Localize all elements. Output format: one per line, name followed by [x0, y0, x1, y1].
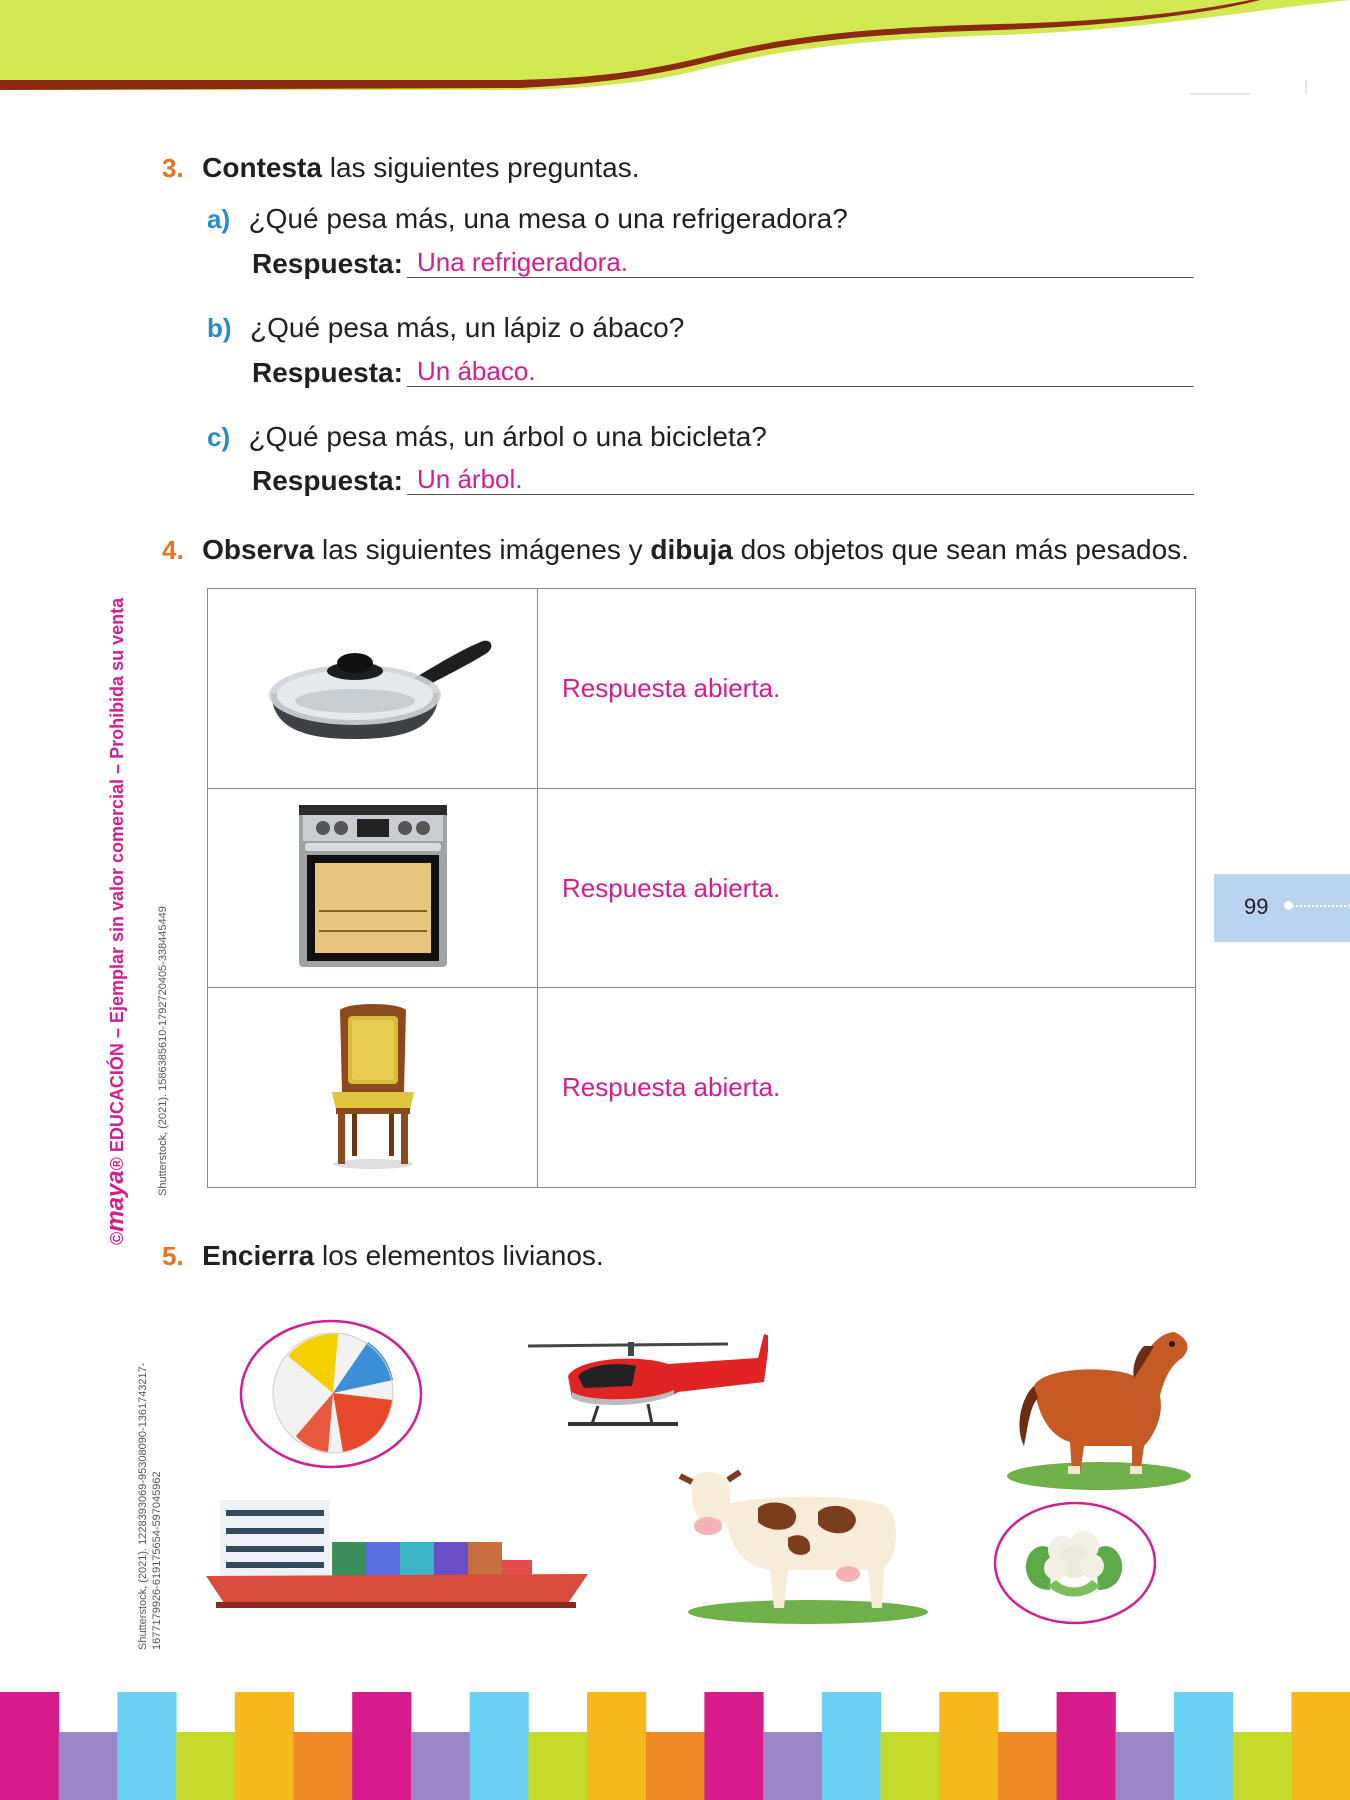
- item-cauliflower[interactable]: [992, 1500, 1158, 1626]
- answer-line[interactable]: [407, 247, 1194, 278]
- stripe: [998, 1732, 1057, 1800]
- stripe: [176, 1732, 235, 1800]
- beach-ball-icon: [268, 1328, 398, 1458]
- question-number: 4.: [162, 535, 184, 565]
- stripe: [117, 1692, 176, 1800]
- question-4-heading: [162, 534, 1189, 566]
- answer-line[interactable]: [407, 464, 1194, 495]
- answer-text: Respuesta abierta.: [562, 673, 781, 703]
- copyright-symbol: ©: [107, 1231, 127, 1245]
- stripe: [352, 1692, 411, 1800]
- cargo-ship-icon[interactable]: [206, 1490, 596, 1620]
- question-3a: [207, 203, 848, 235]
- page-number: 99: [1244, 894, 1269, 919]
- stripe: [646, 1732, 705, 1800]
- item-letter: c): [207, 422, 231, 452]
- stripe: [822, 1692, 881, 1800]
- item-letter: a): [207, 204, 231, 234]
- instruction-verb: Encierra: [202, 1240, 315, 1271]
- response-label: Respuesta:: [252, 248, 403, 279]
- image-cell: [208, 988, 538, 1188]
- stripe: [411, 1732, 470, 1800]
- credit-line-2: 1677179926-619175654-597045962: [151, 1471, 163, 1650]
- item-question: ¿Qué pesa más, un árbol o una bicicleta?: [248, 421, 767, 452]
- instruction-verb: dibuja: [650, 534, 733, 565]
- instruction-text: las siguientes imágenes y: [314, 534, 651, 565]
- item-beach-ball[interactable]: [238, 1318, 424, 1470]
- bottom-color-stripes: [0, 1692, 1350, 1800]
- stripe: [1115, 1732, 1174, 1800]
- header-wave-banner: [0, 0, 1350, 100]
- answer-text: Un árbol.: [417, 464, 523, 494]
- stripe: [881, 1732, 940, 1800]
- instruction-text: dos objetos que sean más pesados.: [732, 534, 1189, 565]
- stripe: [939, 1692, 998, 1800]
- stripe: [1291, 1692, 1350, 1800]
- oven-icon: [293, 801, 453, 971]
- image-cell: [208, 789, 538, 988]
- image-credit-upper: Shutterstock, (2021). 1586385610-1792720405-338445449: [157, 906, 169, 1196]
- cauliflower-icon: [1022, 1520, 1126, 1604]
- answer-text: Una refrigeradora.: [417, 247, 628, 277]
- stripe: [59, 1732, 118, 1800]
- stripe: [1057, 1692, 1116, 1800]
- question-3c: [207, 421, 767, 453]
- item-letter: b): [207, 313, 232, 343]
- instruction-text: los elementos livianos.: [314, 1240, 604, 1271]
- heavier-objects-table: [207, 588, 1196, 1188]
- table-row: [208, 589, 1196, 789]
- instruction-verb: Observa: [202, 534, 315, 565]
- answer-text: Un ábaco.: [417, 356, 536, 386]
- answer-cell[interactable]: [538, 988, 1196, 1188]
- stripe: [1233, 1732, 1292, 1800]
- response-label: Respuesta:: [252, 357, 403, 388]
- stripe: [763, 1732, 822, 1800]
- question-number: 3.: [162, 153, 184, 183]
- stripe: [528, 1732, 587, 1800]
- horse-icon[interactable]: [1004, 1306, 1194, 1496]
- notice-text: ® EDUCACIÓN – Ejemplar sin valor comercial – Prohibida su venta: [107, 597, 127, 1171]
- item-question: ¿Qué pesa más, una mesa o una refrigeradora?: [248, 203, 848, 234]
- question-5-heading: [162, 1240, 604, 1272]
- stripe: [235, 1692, 294, 1800]
- stripe: [704, 1692, 763, 1800]
- answer-cell[interactable]: [538, 789, 1196, 988]
- publisher-vertical-notice: [102, 598, 130, 1245]
- table-row: [208, 988, 1196, 1188]
- answer-cell[interactable]: [538, 589, 1196, 789]
- helicopter-icon[interactable]: [528, 1328, 768, 1448]
- table-row: [208, 789, 1196, 988]
- credit-line-1: Shutterstock, (2021). 1228393069-95308090-1361743217-: [137, 1362, 149, 1650]
- chair-icon: [318, 1000, 428, 1170]
- image-cell: [208, 589, 538, 789]
- cow-icon[interactable]: [678, 1458, 928, 1628]
- image-credit-lower: [136, 1363, 164, 1650]
- stripe: [1174, 1692, 1233, 1800]
- answer-line[interactable]: [407, 356, 1194, 387]
- page-number-tab: [1214, 874, 1350, 942]
- frying-pan-icon: [253, 621, 493, 751]
- answer-text: Respuesta abierta.: [562, 1072, 781, 1102]
- question-number: 5.: [162, 1241, 184, 1271]
- tab-dotted-line: [1288, 905, 1350, 907]
- instruction-verb: Contesta: [202, 152, 322, 183]
- stripe: [470, 1692, 529, 1800]
- question-3b: [207, 312, 684, 344]
- item-question: ¿Qué pesa más, un lápiz o ábaco?: [250, 312, 685, 343]
- brand-logo: maya: [102, 1170, 129, 1232]
- response-label: Respuesta:: [252, 465, 403, 496]
- question-3-heading: [162, 152, 639, 184]
- stripe: [294, 1732, 353, 1800]
- instruction-text: las siguientes preguntas.: [321, 152, 640, 183]
- stripe: [587, 1692, 646, 1800]
- answer-text: Respuesta abierta.: [562, 872, 781, 903]
- stripe: [0, 1692, 59, 1800]
